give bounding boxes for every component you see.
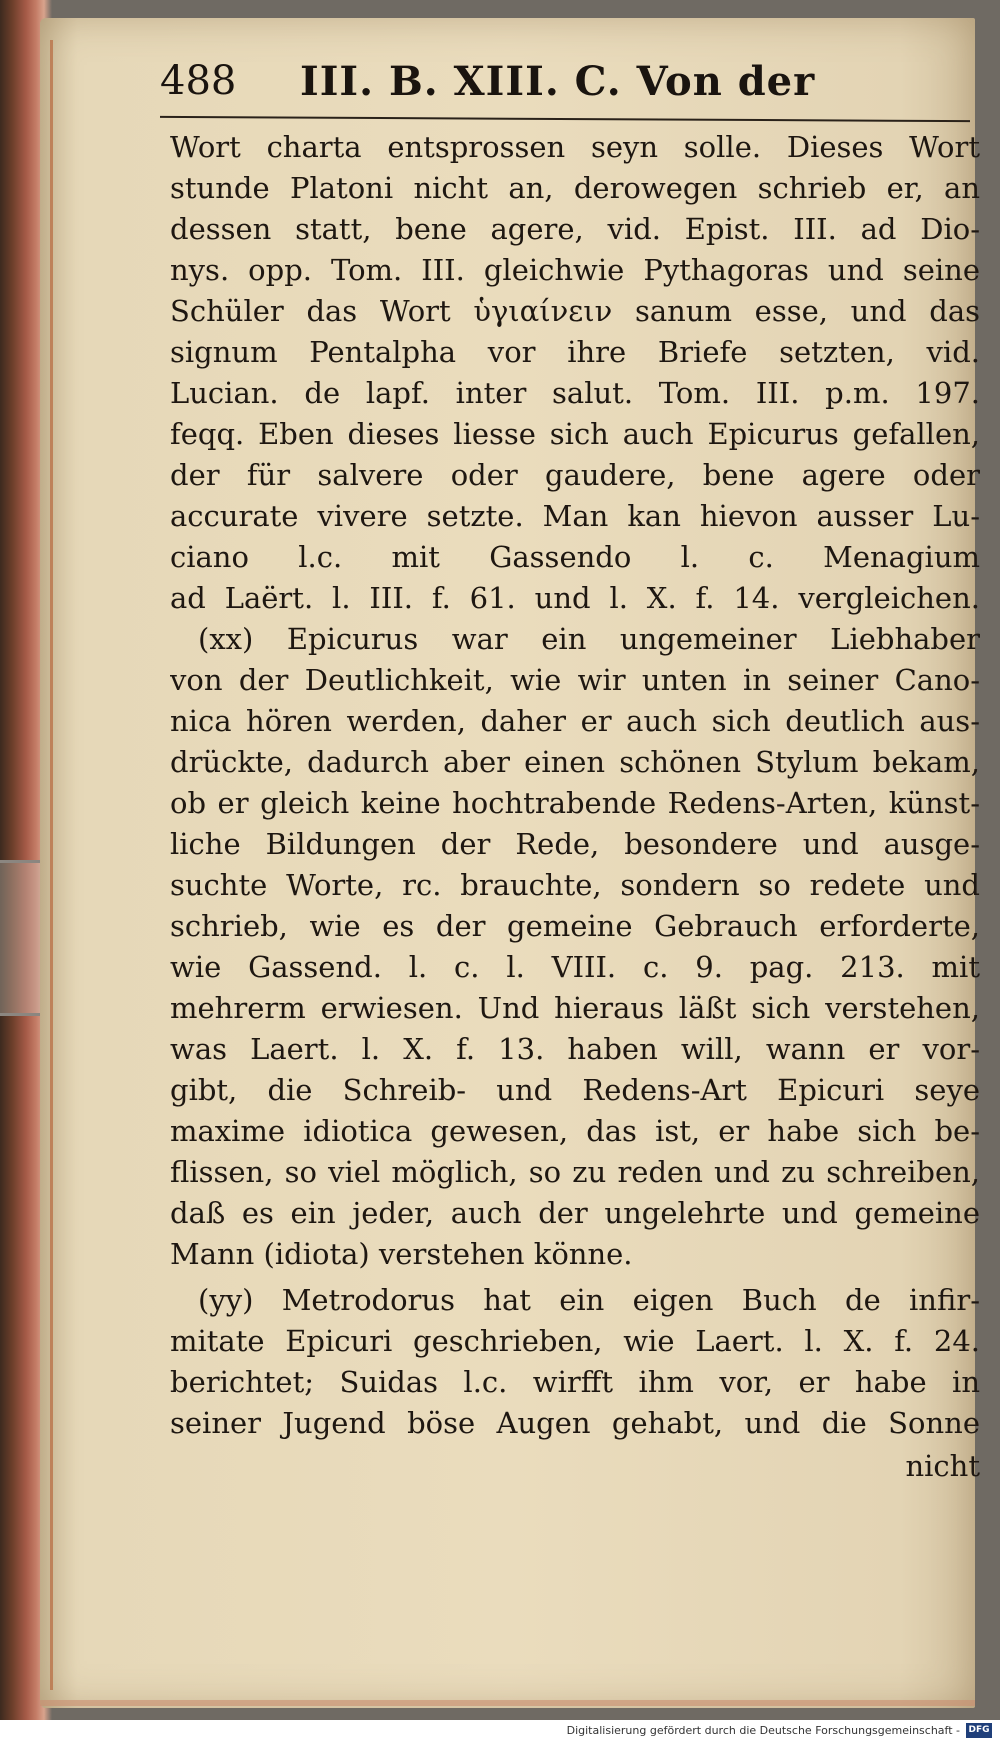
text-line: ciano l.c. mit Gassendo l. c. Menagium bbox=[170, 540, 980, 574]
text-line: maxime idiotica gewesen, das ist, er habe sich be- bbox=[170, 1114, 980, 1148]
text-line: nica hören werden, daher er auch sich deutlich aus- bbox=[170, 704, 980, 738]
text-line: (yy) Metrodorus hat ein eigen Buch de infir- bbox=[198, 1283, 980, 1317]
text-line: berichtet; Suidas l.c. wirfft ihm vor, er habe in bbox=[170, 1365, 980, 1399]
text-line: der für salvere oder gaudere, bene agere oder bbox=[170, 458, 980, 492]
page-header bbox=[150, 58, 970, 118]
text-line: dessen statt, bene agere, vid. Epist. III. ad Dio- bbox=[170, 212, 980, 246]
text-line: Lucian. de lapf. inter salut. Tom. III. p.m. 197. bbox=[170, 376, 980, 410]
text-line: was Laert. l. X. f. 13. haben will, wann er vor- bbox=[170, 1032, 980, 1066]
dfg-logo: DFG bbox=[966, 1723, 992, 1738]
catchword: nicht bbox=[905, 1449, 980, 1483]
text-line: von der Deutlichkeit, wie wir unten in seiner Cano- bbox=[170, 663, 980, 697]
text-line: mitate Epicuri geschrieben, wie Laert. l. X. f. 24. bbox=[170, 1324, 980, 1358]
page-number: 488 bbox=[160, 58, 237, 104]
text-line: wie Gassend. l. c. l. VIII. c. 9. pag. 213. mit bbox=[170, 950, 980, 984]
text-line: stunde Platoni nicht an, derowegen schrieb er, an bbox=[170, 171, 980, 205]
text-line: flissen, so viel möglich, so zu reden und zu schreiben, bbox=[170, 1155, 980, 1189]
text-line: Mann (idiota) verstehen könne. bbox=[170, 1237, 633, 1271]
text-line: signum Pentalpha vor ihre Briefe setzten, vid. bbox=[170, 335, 980, 369]
text-line: Schüler das Wort ὑγιαίνειν sanum esse, und das bbox=[170, 294, 980, 328]
text-line: Wort charta entsprossen seyn solle. Dieses Wort bbox=[170, 130, 980, 164]
text-line: (xx) Epicurus war ein ungemeiner Liebhaber bbox=[198, 622, 980, 656]
text-line: schrieb, wie es der gemeine Gebrauch erforderte, bbox=[170, 909, 980, 943]
text-line: mehrerm erwiesen. Und hieraus läßt sich verstehen, bbox=[170, 991, 980, 1025]
text-line: seiner Jugend böse Augen gehabt, und die Sonne bbox=[170, 1406, 980, 1440]
text-line: daß es ein jeder, auch der ungelehrte und gemeine bbox=[170, 1196, 980, 1230]
text-line: suchte Worte, rc. brauchte, sondern so redete und bbox=[170, 868, 980, 902]
page-gutter-shadow bbox=[50, 40, 53, 1690]
text-line: gibt, die Schreib- und Redens-Art Epicuri seye bbox=[170, 1073, 980, 1107]
text-line: drückte, dadurch aber einen schönen Stylum bekam, bbox=[170, 745, 980, 779]
text-line: nys. opp. Tom. III. gleichwie Pythagoras und seine bbox=[170, 253, 980, 287]
text-line: feqq. Eben dieses liesse sich auch Epicurus gefallen, bbox=[170, 417, 980, 451]
text-line: ob er gleich keine hochtrabende Redens-Arten, künst- bbox=[170, 786, 980, 820]
text-line: ad Laërt. l. III. f. 61. und l. X. f. 14. vergleichen. bbox=[170, 581, 980, 615]
text-line: liche Bildungen der Rede, besondere und ausge- bbox=[170, 827, 980, 861]
digitization-footer bbox=[0, 1720, 1000, 1743]
footer-credit: Digitalisierung gefördert durch die Deutsche Forschungsgemeinschaft - bbox=[566, 1724, 960, 1737]
running-head: III. B. XIII. C. Von der bbox=[300, 58, 816, 105]
page-bottom-edge bbox=[40, 1700, 975, 1706]
text-line: accurate vivere setzte. Man kan hievon ausser Lu- bbox=[170, 499, 980, 533]
